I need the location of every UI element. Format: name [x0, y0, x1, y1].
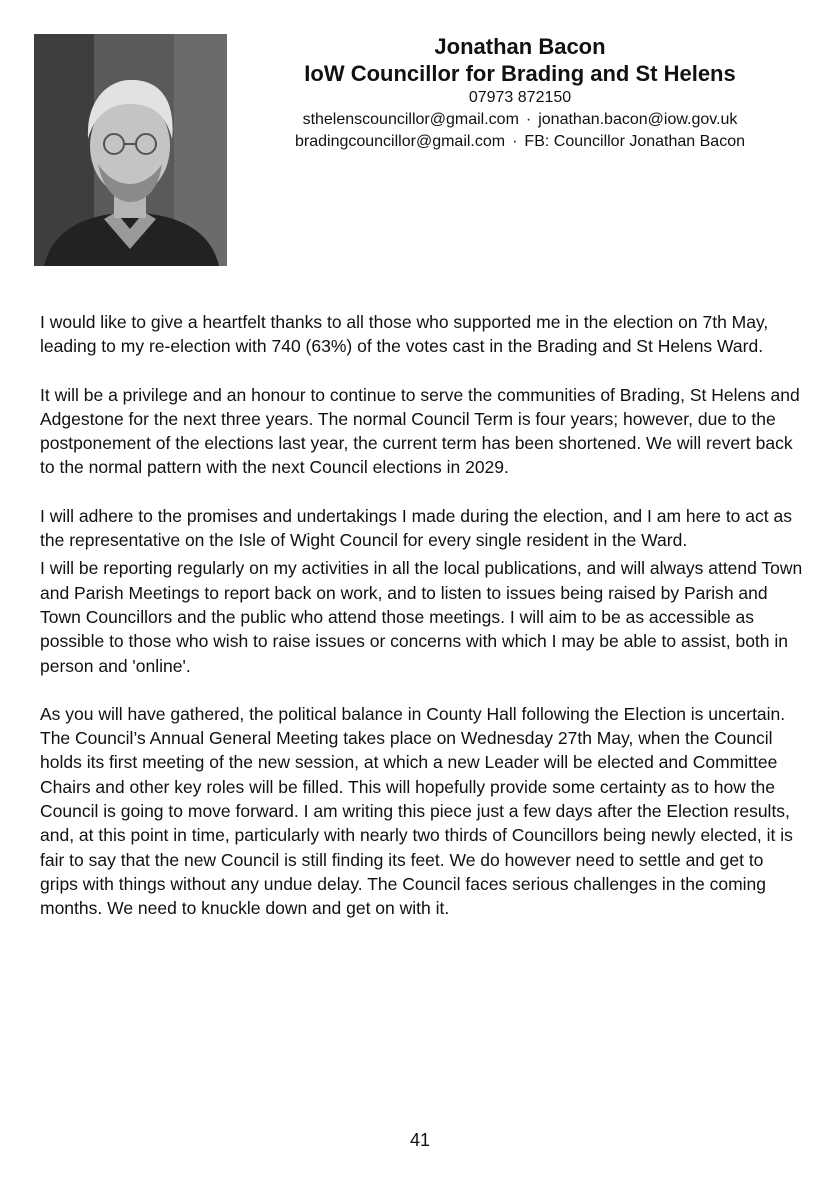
facebook-link[interactable]: FB: Councillor Jonathan Bacon — [524, 133, 745, 150]
contact-header — [255, 33, 785, 153]
email-iow[interactable]: jonathan.bacon@iow.gov.uk — [538, 111, 738, 128]
paragraph-thanks: I would like to give a heartfelt thanks to all those who supported me in the election on 7th May, leading to my re-election with 740 (63%) of the votes cast in the Brading and St Helens Ward. — [40, 312, 769, 357]
portrait-photo — [34, 34, 227, 266]
councillor-role: IoW Councillor for Brading and St Helens — [304, 61, 736, 86]
separator-dot: · — [525, 111, 532, 128]
paragraph-promises: I will adhere to the promises and undertakings I made during the election, and I am here to act as the representative on the Isle of Wight Council for every single resident in the Ward. — [40, 505, 792, 551]
email-line-2 — [255, 131, 785, 153]
email-st-helens[interactable]: sthelenscouncillor@gmail.com — [302, 111, 519, 128]
article-body — [40, 310, 805, 921]
page-number: 41 — [409, 1130, 431, 1150]
phone-number: 07973 872150 — [468, 89, 572, 106]
paragraph-privilege: It will be a privilege and an honour to continue to serve the communities of Brading, St Helens and Adgestone for the next three years. The normal Council Term is four years; however, due to the postponement of the elections last year, the current term has been shortened. We will revert back to the normal pattern with the next Council elections in 2029. — [40, 384, 800, 478]
email-line-1 — [255, 109, 785, 131]
separator-dot: · — [512, 133, 518, 150]
paragraph-political-balance: As you will have gathered, the political balance in County Hall following the Election is uncertain. The Council’s Annual General Meeting takes place on Wednesday 27th May, when the Council holds its first meeting of the new session, at which a new Leader will be elected and Committee Chairs and other key roles will be filled. This will hopefully provide some certainty as to how the Council is going to move forward. I am writing this piece just a few days after the Election results, and, at this point in time, particularly with nearly two thirds of Councillors being newly elected, it is fair to say that the new Council is still finding its feet. We do however need to settle and get to grips with things without any undue delay. The Council faces serious challenges in the coming months. We need to knuckle down and get on with it. — [40, 703, 793, 919]
councillor-name: Jonathan Bacon — [434, 34, 606, 59]
email-brading[interactable]: bradingcouncillor@gmail.com — [294, 133, 506, 150]
paragraph-reporting: I will be reporting regularly on my activities in all the local publications, and will always attend Town and Parish Meetings to report back on work, and to listen to issues being raised by Parish and Town Councillors and the public who attend those meetings. I will aim to be as accessible as possible to those who wish to raise issues or concerns with which I may be able to assist, both in person and 'online'. — [40, 558, 803, 676]
